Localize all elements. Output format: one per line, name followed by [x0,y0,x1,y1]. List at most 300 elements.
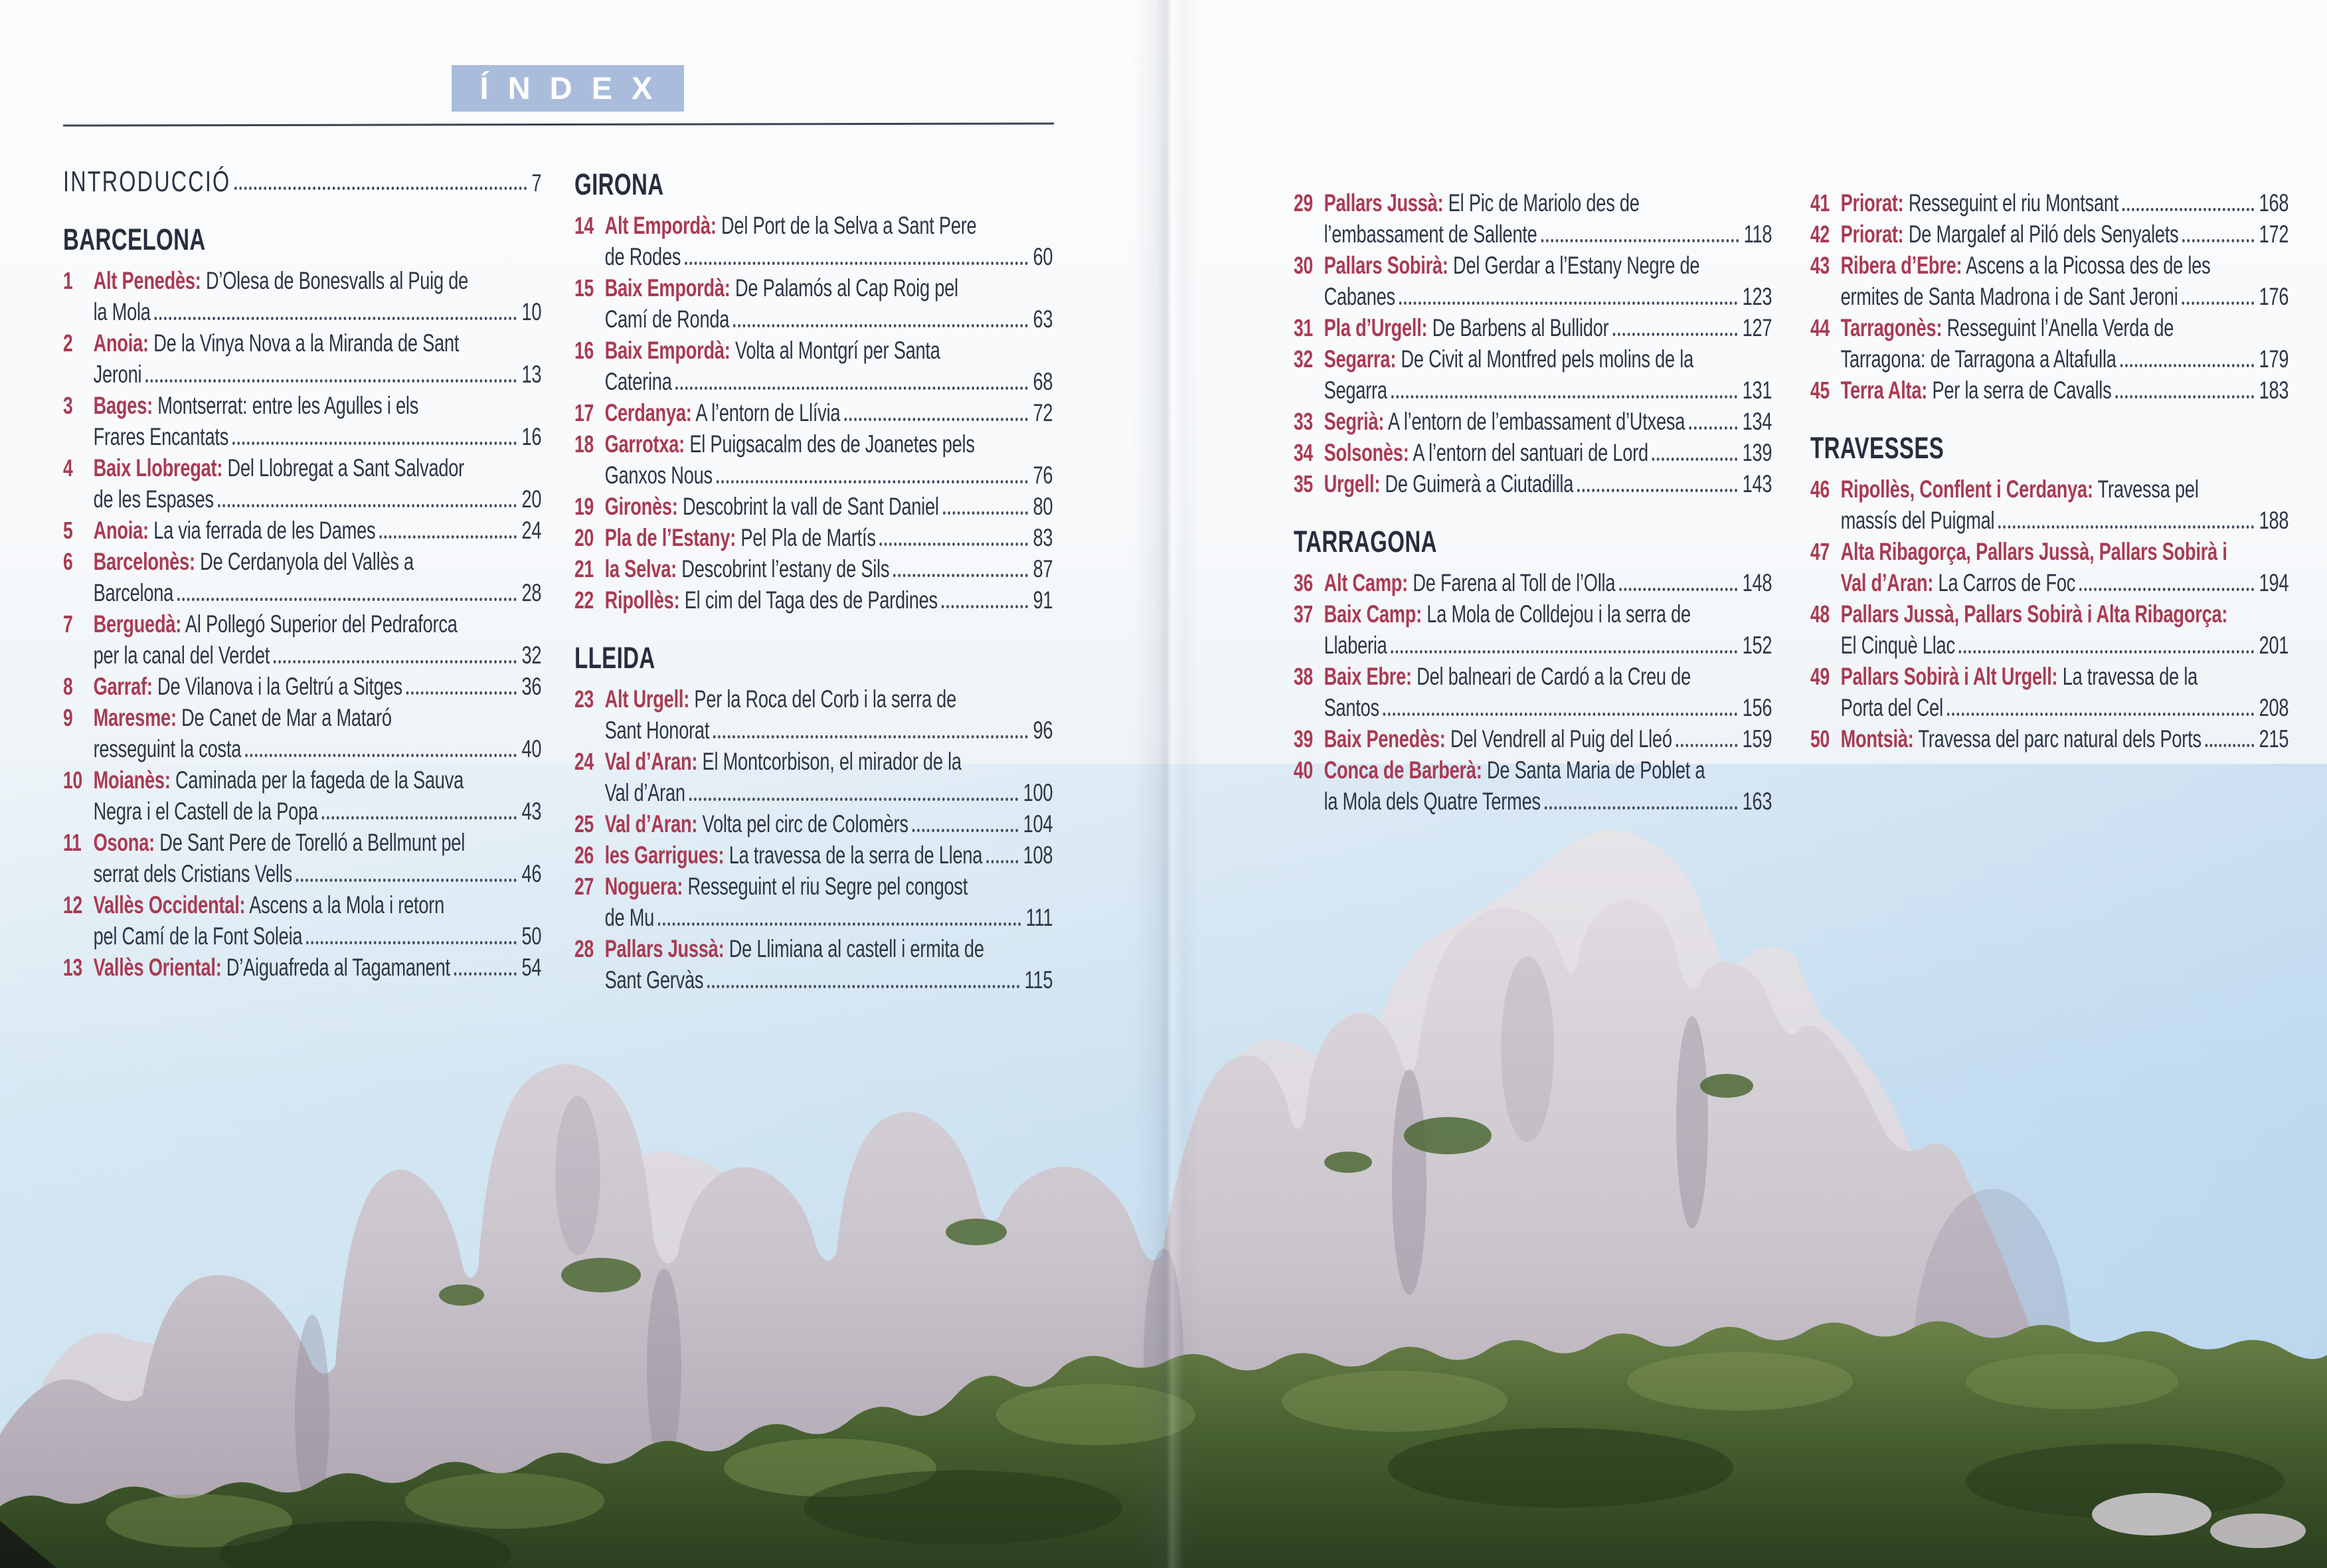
toc-entry-line [574,808,1053,839]
toc-entry [1294,567,1772,598]
toc-entry-line [63,671,541,702]
toc-entry-line [63,546,541,577]
entry-text: Sant Gervàs [604,966,704,994]
entry-page-number: 40 [521,735,542,762]
entry-text: El Montcorbison, el mirador de la [697,748,962,775]
entry-page-number: 100 [1023,779,1053,806]
entry-text: de Rodes [604,243,681,270]
toc-entry [63,702,541,764]
entry-text: Travessa pel [2093,476,2199,503]
entry-number: 38 [1294,663,1313,690]
dot-leader [306,941,517,944]
toc-entry-line [63,764,541,796]
toc-entry [1810,474,2288,536]
entry-text: De Llimiana al castell i ermita de [724,935,984,962]
toc-entry [1294,723,1772,754]
entry-page-number: 16 [521,423,542,450]
entry-text: La travessa de la [2057,663,2198,690]
toc-entry-line [1294,786,1772,817]
toc-entry-line [63,265,541,296]
entry-number: 50 [1810,725,1830,752]
toc-entry-line [574,460,1053,491]
toc-entry [574,746,1053,808]
toc-entry-line [1810,474,2288,505]
toc-entry-line [63,577,541,608]
entry-page-number: 123 [1742,283,1772,310]
entry-text: De Margalef al Piló dels Senyalets [1903,220,2179,248]
entry-text: Per la serra de Cavalls [1927,377,2112,404]
entry-number: 41 [1810,189,1830,217]
entry-number: 48 [1810,600,1830,628]
entry-text: Cabanes [1324,283,1395,310]
toc-entry [63,327,541,390]
entry-text: Volta pel circ de Colomèrs [697,810,908,837]
dot-leader [245,754,517,757]
toc-column-3 [1294,187,1772,817]
dot-leader [1545,806,1737,810]
entry-region: Alta Ribagorça, Pallars Jussà, Pallars Sobirà i [1840,538,2227,565]
toc-entry [1294,437,1772,468]
entry-text: Llaberia [1324,632,1387,659]
toc-entry-line [1294,661,1772,692]
entry-number: 13 [63,954,82,981]
entry-page-number: 96 [1033,717,1053,744]
toc-entry [63,952,541,983]
toc-entry-line [63,640,541,671]
entry-page-number: 104 [1023,810,1053,837]
entry-text: La Mola de Colldejou i la serra de [1421,600,1691,628]
dot-leader [685,262,1028,265]
toc-entry [574,839,1053,871]
entry-page-number: 91 [1033,586,1053,614]
toc-entry [574,397,1053,428]
entry-number: 39 [1294,725,1313,752]
entry-number: 44 [1810,314,1830,341]
entry-region: Alt Camp: [1324,569,1409,596]
entry-text: De Vilanova i la Geltrú a Sitges [152,673,402,700]
entry-region: Pla d’Urgell: [1324,314,1428,341]
entry-page-number: 76 [1033,462,1053,489]
entry-text: Camí de Ronda [604,305,730,333]
entry-number: 21 [574,555,594,582]
toc-entry-line [574,491,1053,522]
dot-leader [218,504,517,507]
toc-entry-line [574,335,1053,366]
entry-text: la Mola dels Quatre Termes [1324,788,1541,815]
entry-page-number: 72 [1033,399,1053,426]
toc-entry-line [1294,754,1772,786]
dot-leader [155,317,517,320]
entry-text: Ascens a la Picossa des de les [1962,252,2211,279]
entry-region: Alt Penedès: [93,267,201,294]
toc-entry [1810,661,2288,723]
entry-text: Per la Roca del Corb i la serra de [689,685,956,713]
entry-text: Resseguint el riu Segre pel congost [683,873,968,900]
entry-number: 43 [1810,252,1830,279]
entry-page-number: 168 [2259,189,2289,217]
entry-page-number: 115 [1024,966,1053,994]
entry-page-number: 156 [1742,694,1772,721]
entry-page-number: 13 [521,361,542,388]
entry-number: 16 [574,337,594,364]
entry-page-number: 176 [2259,283,2289,310]
entry-number: 45 [1810,377,1830,404]
toc-entry-line [574,428,1053,460]
toc-entry [63,265,541,327]
entry-region: Pallars Sobirà i Alt Urgell: [1840,663,2058,690]
entry-page-number: 28 [521,579,542,606]
entry-region: Vallès Occidental: [93,891,246,918]
dot-leader [1577,489,1737,492]
dot-leader [1391,650,1737,653]
entry-text: de Mu [604,904,655,931]
toc-entry-line [63,952,541,983]
entry-text: INTRODUCCIÓ [63,165,231,198]
entry-number: 28 [574,935,594,962]
toc-entry-line [1810,567,2288,598]
entry-page-number: 108 [1023,841,1053,869]
entry-region: Segarra: [1324,345,1397,373]
toc-column-1 [63,166,541,983]
toc-column-4 [1810,187,2288,754]
dot-leader [1399,302,1737,305]
toc-entry [63,452,541,515]
entry-number: 6 [63,548,73,575]
entry-page-number: 10 [521,298,542,325]
entry-page-number: 83 [1033,524,1053,551]
dot-leader [707,985,1019,988]
entry-region: Moianès: [93,766,171,794]
toc-entry [1810,723,2288,754]
toc-entry [1294,343,1772,406]
entry-page-number: 131 [1742,377,1772,404]
entry-region: Val d’Aran: [604,748,698,775]
entry-number: 42 [1810,220,1830,248]
dot-leader [844,418,1028,421]
dot-leader [2182,239,2254,242]
entry-region: Baix Camp: [1324,600,1422,628]
dot-leader [1947,713,2254,716]
entry-page-number: 172 [2259,220,2289,248]
entry-text: de les Espases [93,485,214,513]
entry-number: 14 [574,212,594,239]
entry-page-number: 118 [1743,220,1772,248]
section-header: TARRAGONA [1294,525,1437,559]
entry-number: 12 [63,891,82,918]
entry-region: Pallars Jussà: [1324,189,1444,217]
entry-region: Noguera: [604,873,683,900]
toc-entry-line [1810,312,2288,343]
toc-entry-line [1810,723,2288,754]
entry-text: Del Port de la Selva a Sant Pere [716,212,977,239]
entry-page-number: 143 [1742,470,1772,497]
entry-number: 24 [574,748,594,775]
entry-text: De la Vinya Nova a la Miranda de Sant [148,329,460,357]
entry-page-number: 43 [521,798,542,825]
entry-region: Tarragonès: [1840,314,1942,341]
entry-region: Ribera d’Ebre: [1840,252,1962,279]
entry-region: Osona: [93,829,155,856]
toc-entry-line [1810,187,2288,218]
entry-text: Jeroni [93,361,142,388]
toc-entry-line [1294,312,1772,343]
dot-leader [1619,588,1737,591]
toc-entry-line [1810,218,2288,250]
entry-region: Vallès Oriental: [93,954,222,981]
dot-leader [1391,395,1738,398]
dot-leader [717,480,1028,483]
entry-text: De Guimerà a Ciutadilla [1380,470,1574,497]
entry-page-number: 208 [2259,694,2289,721]
section-header: BARCELONA [63,222,206,256]
toc-entry-line [574,777,1053,808]
entry-text: Descobrint la vall de Sant Daniel [677,493,939,520]
toc-entry-line [1294,437,1772,468]
entry-text: La Carros de Foc [1933,569,2076,596]
entry-text: Resseguint el riu Montsant [1903,189,2119,217]
entry-number: 19 [574,493,594,520]
toc-entry [574,428,1053,491]
toc-entry [63,390,541,452]
toc-entry [1810,250,2288,312]
entry-number: 9 [63,704,73,731]
entry-region: Baix Empordà: [604,337,731,364]
dot-leader [1676,744,1738,747]
entry-region: Conca de Barberà: [1324,756,1482,784]
dot-leader [1541,239,1739,242]
entry-region: Ripollès: [604,586,680,614]
entry-page-number: 24 [521,517,542,544]
section-header: TRAVESSES [1810,431,1944,465]
entry-number: 4 [63,454,73,481]
toc-entry-line [574,933,1053,964]
dot-leader [2079,588,2254,591]
entry-text: Pel Pla de Martís [736,524,876,551]
section-header: LLEIDA [574,641,655,675]
entry-region: Anoia: [93,329,149,357]
entry-text: Sant Honorat [604,717,710,744]
page-title: ÍNDEX [452,65,684,112]
entry-text: Travessa del parc natural dels Ports [1913,725,2201,752]
dot-leader [658,922,1021,926]
entry-text: Porta del Cel [1840,694,1943,721]
entry-region: Ripollès, Conflent i Cerdanya: [1840,476,2093,503]
toc-entry-line [1294,250,1772,281]
toc-column-2 [574,166,1053,996]
entry-region: Pallars Jussà, Pallars Sobirà i Alta Ribagorça: [1840,600,2228,628]
dot-leader [406,691,517,695]
toc-entry-line [63,827,541,858]
dot-leader [912,829,1019,832]
entry-region: Maresme: [93,704,177,731]
toc-entry [574,522,1053,553]
entry-number: 1 [63,267,73,294]
entry-text: De Santa Maria de Poblet a [1482,756,1705,784]
entry-text: La via ferrada de les Dames [148,517,376,544]
toc-entry-line [1294,187,1772,218]
entry-page-number: 68 [1033,368,1053,395]
toc-entry-line [63,483,541,515]
dot-leader [1652,458,1737,461]
entry-region: Val d’Aran: [1840,569,1934,596]
toc-entry-line [63,296,541,327]
entry-number: 27 [574,873,594,900]
toc-entry-line [1810,250,2288,281]
toc-entry-line [63,702,541,733]
toc-entry-line [63,515,541,546]
toc-entry [1810,218,2288,250]
entry-region: Solsonès: [1324,439,1409,466]
toc-entry [1294,187,1772,250]
entry-region: Val d’Aran: [604,810,698,837]
toc-entry-line [574,715,1053,746]
entry-text: De Palamós al Cap Roig pel [730,274,958,302]
entry-text: Del balneari de Cardó a la Creu de [1411,663,1691,690]
toc-entry-line [574,839,1053,871]
toc-entry [574,933,1053,996]
entry-number: 37 [1294,600,1313,628]
entry-number: 40 [1294,756,1313,784]
toc-entry [1294,312,1772,343]
entry-text: Volta al Montgrí per Santa [730,337,940,364]
entry-page-number: 163 [1742,788,1772,815]
entry-number: 3 [63,392,73,419]
toc-entry-line [63,166,541,197]
entry-page-number: 7 [531,169,542,197]
entry-text: pel Camí de la Font Soleia [93,922,303,950]
toc-entry-line [1294,406,1772,437]
entry-region: Pallars Sobirà: [1324,252,1448,279]
entry-text: A l’entorn del santuari de Lord [1409,439,1648,466]
entry-region: Baix Penedès: [1324,725,1446,752]
entry-text: Resseguint l’Anella Verda de [1942,314,2174,341]
entry-number: 7 [63,610,73,638]
toc-entry [1810,187,2288,218]
entry-number: 47 [1810,538,1830,565]
entry-number: 35 [1294,470,1313,497]
dot-leader [2115,395,2254,398]
entry-text: resseguint la costa [93,735,242,762]
entry-number: 23 [574,685,594,713]
entry-number: 20 [574,524,594,551]
dot-leader [322,816,517,820]
dot-leader [713,735,1028,739]
toc-entry-line [1810,343,2288,375]
toc-entry [574,683,1053,746]
toc-entry-line [574,210,1053,241]
toc-entry [1294,598,1772,661]
entry-text: D’Aiguafreda al Tagamanent [221,954,450,981]
entry-page-number: 80 [1033,493,1053,520]
toc-entry-line [1810,281,2288,312]
toc-entry-line [1294,218,1772,250]
entry-text: El Cinquè Llac [1840,632,1955,659]
toc-entry-line [574,272,1053,304]
entry-text: Segarra [1324,377,1387,404]
entry-number: 15 [574,274,594,302]
entry-text: Del Llobregat a Sant Salvador [222,454,464,481]
entry-page-number: 87 [1033,555,1053,582]
entry-region: Barcelonès: [93,548,195,575]
entry-number: 2 [63,329,73,357]
entry-region: Pallars Jussà: [604,935,725,962]
toc-entry [63,671,541,702]
entry-number: 25 [574,810,594,837]
toc-entry-line [574,871,1053,902]
toc-entry [574,584,1053,616]
entry-page-number: 183 [2259,377,2289,404]
entry-page-number: 36 [521,673,542,700]
entry-region: Gironès: [604,493,678,520]
entry-page-number: 188 [2259,507,2289,534]
dot-leader [689,798,1019,801]
toc-entry-line [1294,598,1772,630]
toc-entry [1294,250,1772,312]
entry-text: Frares Encantats [93,423,229,450]
toc-entry-line [574,902,1053,933]
toc-entry-line [1810,630,2288,661]
entry-text: Montserrat: entre les Agulles i els [152,392,419,419]
toc-entry [574,272,1053,335]
dot-leader [454,972,517,976]
entry-text: A l’entorn de Llívia [691,399,841,426]
entry-text: De Cerdanyola del Vallès a [195,548,414,575]
entry-page-number: 179 [2259,345,2289,373]
toc-entry [574,491,1053,522]
entry-page-number: 46 [521,860,542,887]
entry-text: De Civit al Montfred pels molins de la [1396,345,1694,373]
toc-entry [1294,754,1772,817]
toc-entry [63,827,541,889]
toc-entry [574,335,1053,397]
dot-leader [880,543,1029,546]
dot-leader [1612,333,1737,336]
entry-number: 31 [1294,314,1313,341]
entry-text: El cim del Taga des de Pardines [679,586,938,614]
toc-entry-line [63,858,541,889]
toc-entry-line [574,397,1053,428]
dot-leader [1998,525,2254,529]
entry-text: l’embassament de Sallente [1324,220,1537,248]
entry-region: Alt Urgell: [604,685,690,713]
entry-number: 36 [1294,569,1313,596]
toc-entry-line [1810,505,2288,536]
dot-leader [1689,426,1737,430]
toc-entry-line [1810,375,2288,406]
entry-text: D’Olesa de Bonesvalls al Puig de [201,267,469,294]
dot-leader [2182,302,2254,305]
page-gutter [1132,0,1201,1568]
toc-entry-line [63,390,541,421]
toc-entry [1810,375,2288,406]
entry-text: De Canet de Mar a Mataró [176,704,392,731]
dot-leader [296,879,517,882]
toc-entry [1810,312,2288,375]
entry-text: De Sant Pere de Torelló a Bellmunt pel [154,829,466,856]
entry-text: La travessa de la serra de Llena [724,841,983,869]
toc-entry-line [1294,375,1772,406]
entry-text: A l’entorn de l’embassament d’Utxesa [1384,408,1685,435]
entry-text: Santos [1324,694,1379,721]
toc-entry-line [1294,630,1772,661]
entry-page-number: 54 [521,954,542,981]
entry-region: Berguedà: [93,610,182,638]
entry-page-number: 139 [1742,439,1772,466]
toc-entry-line [574,746,1053,777]
toc-entry-line [63,421,541,452]
entry-page-number: 50 [521,922,542,950]
toc-entry [574,871,1053,933]
